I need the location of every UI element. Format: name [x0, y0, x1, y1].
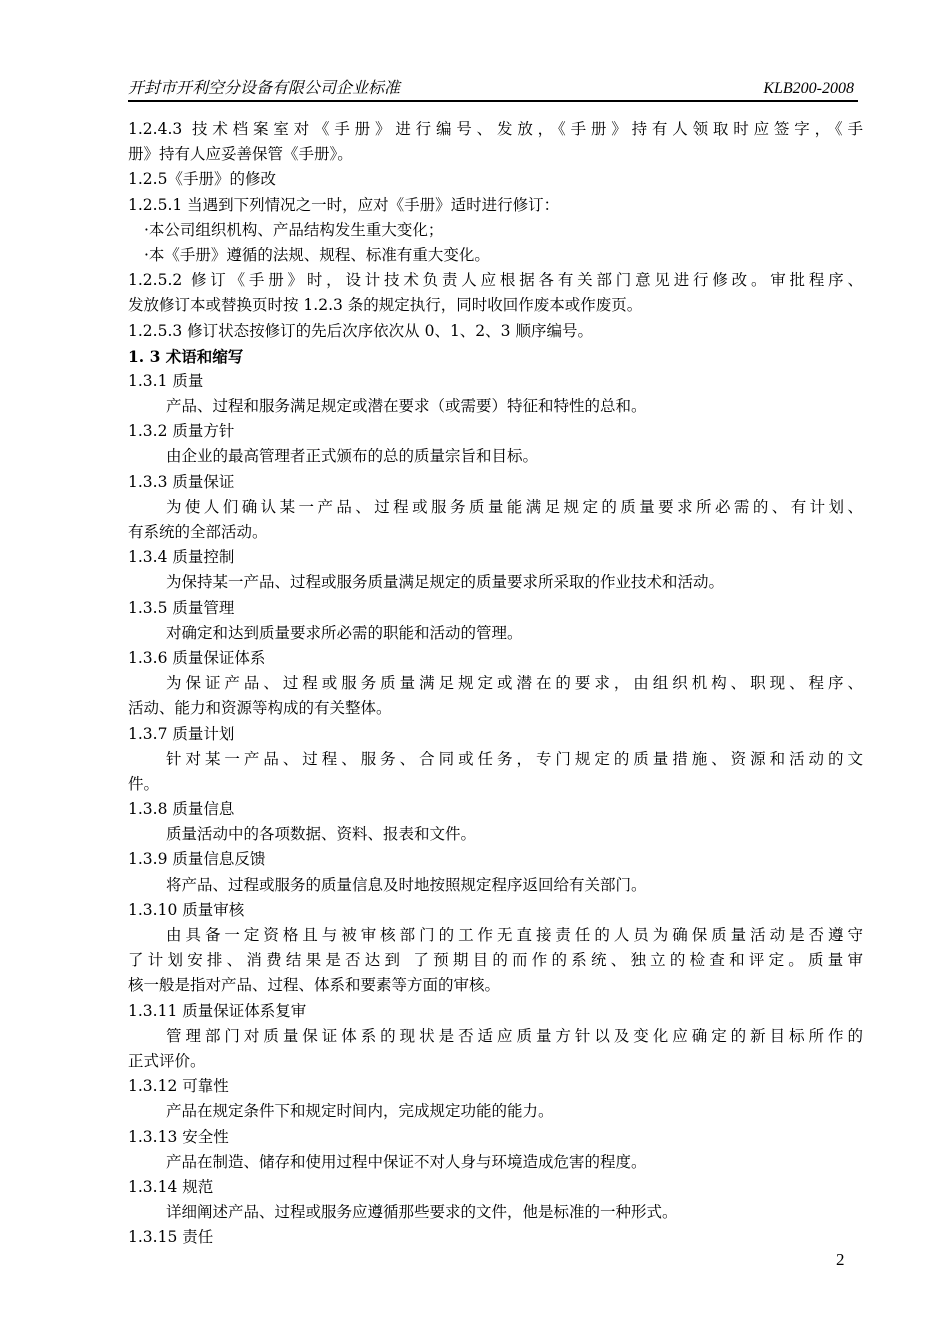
term-heading: 1.3.7 质量计划 — [128, 724, 235, 743]
term-definition: 对确定和达到质量要求所必需的职能和活动的管理。 — [166, 623, 523, 642]
term-heading: 1.3.14 规范 — [128, 1177, 214, 1196]
term-heading: 1.3.3 质量保证 — [128, 472, 235, 491]
term-definition-continued: 有系统的全部活动。 — [128, 523, 268, 541]
term-heading: 1.3.12 可靠性 — [128, 1077, 229, 1096]
term-heading: 1.3.9 质量信息反馈 — [128, 850, 266, 869]
section-heading: 1.2.5《手册》的修改 — [128, 170, 276, 189]
document-body — [128, 117, 863, 1250]
term-heading: 1.3.4 质量控制 — [128, 548, 235, 567]
term-heading: 1.3.11 质量保证体系复审 — [128, 1001, 307, 1020]
term-definition: 由企业的最高管理者正式颁布的总的质量宗旨和目标。 — [166, 447, 539, 466]
term-definition-continued: 件。 — [128, 774, 160, 793]
term-definition: 产品在规定条件下和规定时间内，完成规定功能的能力。 — [166, 1102, 554, 1121]
term-definition: 质量活动中的各项数据、资料、报表和文件。 — [166, 825, 477, 844]
term-definition: 产品、过程和服务满足规定或潜在要求（或需要）特征和特性的总和。 — [166, 397, 647, 416]
body-line: 1.2.5.3 修订状态按修订的先后次序依次从 0、1、2、3 顺序编号。 — [128, 321, 593, 340]
term-heading: 1.3.10 质量审核 — [128, 900, 245, 919]
body-line: 1.2.5.2 修订《手册》时，设计技术负责人应根据各有关部门意见进行修改。审批程序、 — [128, 271, 863, 290]
term-heading: 1.3.8 质量信息 — [128, 800, 235, 819]
term-definition: 为保持某一产品、过程或服务质量满足规定的质量要求所采取的作业技术和活动。 — [166, 573, 725, 592]
term-definition-continued: 了计划安排、消费结果是否达到 了预期目的而作的系统、独立的检查和评定。质量审 — [128, 951, 863, 970]
bullet-item: ·本公司组织机构、产品结构发生重大变化； — [144, 220, 444, 239]
term-definition: 为使人们确认某一产品、过程或服务质量能满足规定的质量要求所必需的、有计划、 — [166, 497, 863, 516]
term-definition: 为保证产品、过程或服务质量满足规定或潜在的要求，由组织机构、职现、程序、 — [166, 674, 863, 693]
body-line: 1.2.5.1 当遇到下列情况之一时，应对《手册》适时进行修订： — [128, 195, 560, 214]
bullet-item: ·本《手册》遵循的法规、规程、标准有重大变化。 — [144, 245, 490, 264]
chapter-heading: 1. 3 术语和缩写 — [128, 346, 244, 366]
term-heading: 1.3.13 安全性 — [128, 1127, 229, 1146]
term-heading: 1.3.2 质量方针 — [128, 422, 235, 441]
body-line: 册》持有人应妥善保管《手册》。 — [128, 145, 353, 164]
term-definition-continued: 活动、能力和资源等构成的有关整体。 — [128, 699, 392, 718]
term-definition: 针对某一产品、过程、服务、合同或任务，专门规定的质量措施、资源和活动的文 — [166, 749, 863, 768]
body-line: 发放修订本或替换页时按 1.2.3 条的规定执行，同时收回作废本或作废页。 — [128, 296, 643, 315]
term-definition: 产品在制造、储存和使用过程中保证不对人身与环境造成危害的程度。 — [166, 1152, 647, 1171]
header-standard-code: KLB200-2008 — [763, 80, 854, 97]
term-heading: 1.3.1 质量 — [128, 371, 204, 390]
body-line: 1.2.4.3 技术档案室对《手册》进行编号、发放，《手册》持有人领取时应签字，《手 — [128, 120, 863, 138]
header-rule — [128, 100, 858, 102]
page-header — [128, 78, 858, 100]
term-definition-continued: 核一般是指对产品、过程、体系和要素等方面的审核。 — [128, 976, 501, 995]
term-heading: 1.3.6 质量保证体系 — [128, 648, 266, 667]
term-heading: 1.3.15 责任 — [128, 1228, 214, 1247]
term-definition-continued: 正式评价。 — [128, 1051, 206, 1070]
term-definition: 管理部门对质量保证体系的现状是否适应质量方针以及变化应确定的新目标所作的 — [166, 1026, 863, 1045]
term-definition: 详细阐述产品、过程或服务应遵循那些要求的文件，他是标准的一种形式。 — [166, 1203, 678, 1222]
term-definition: 由具备一定资格且与被审核部门的工作无直接责任的人员为确保质量活动是否遵守 — [166, 926, 863, 944]
term-heading: 1.3.5 质量管理 — [128, 598, 235, 617]
page-number: 2 — [836, 1250, 845, 1269]
header-company-standard: 开封市开利空分设备有限公司企业标准 — [128, 80, 401, 97]
term-definition: 将产品、过程或服务的质量信息及时地按照规定程序返回给有关部门。 — [166, 875, 647, 894]
